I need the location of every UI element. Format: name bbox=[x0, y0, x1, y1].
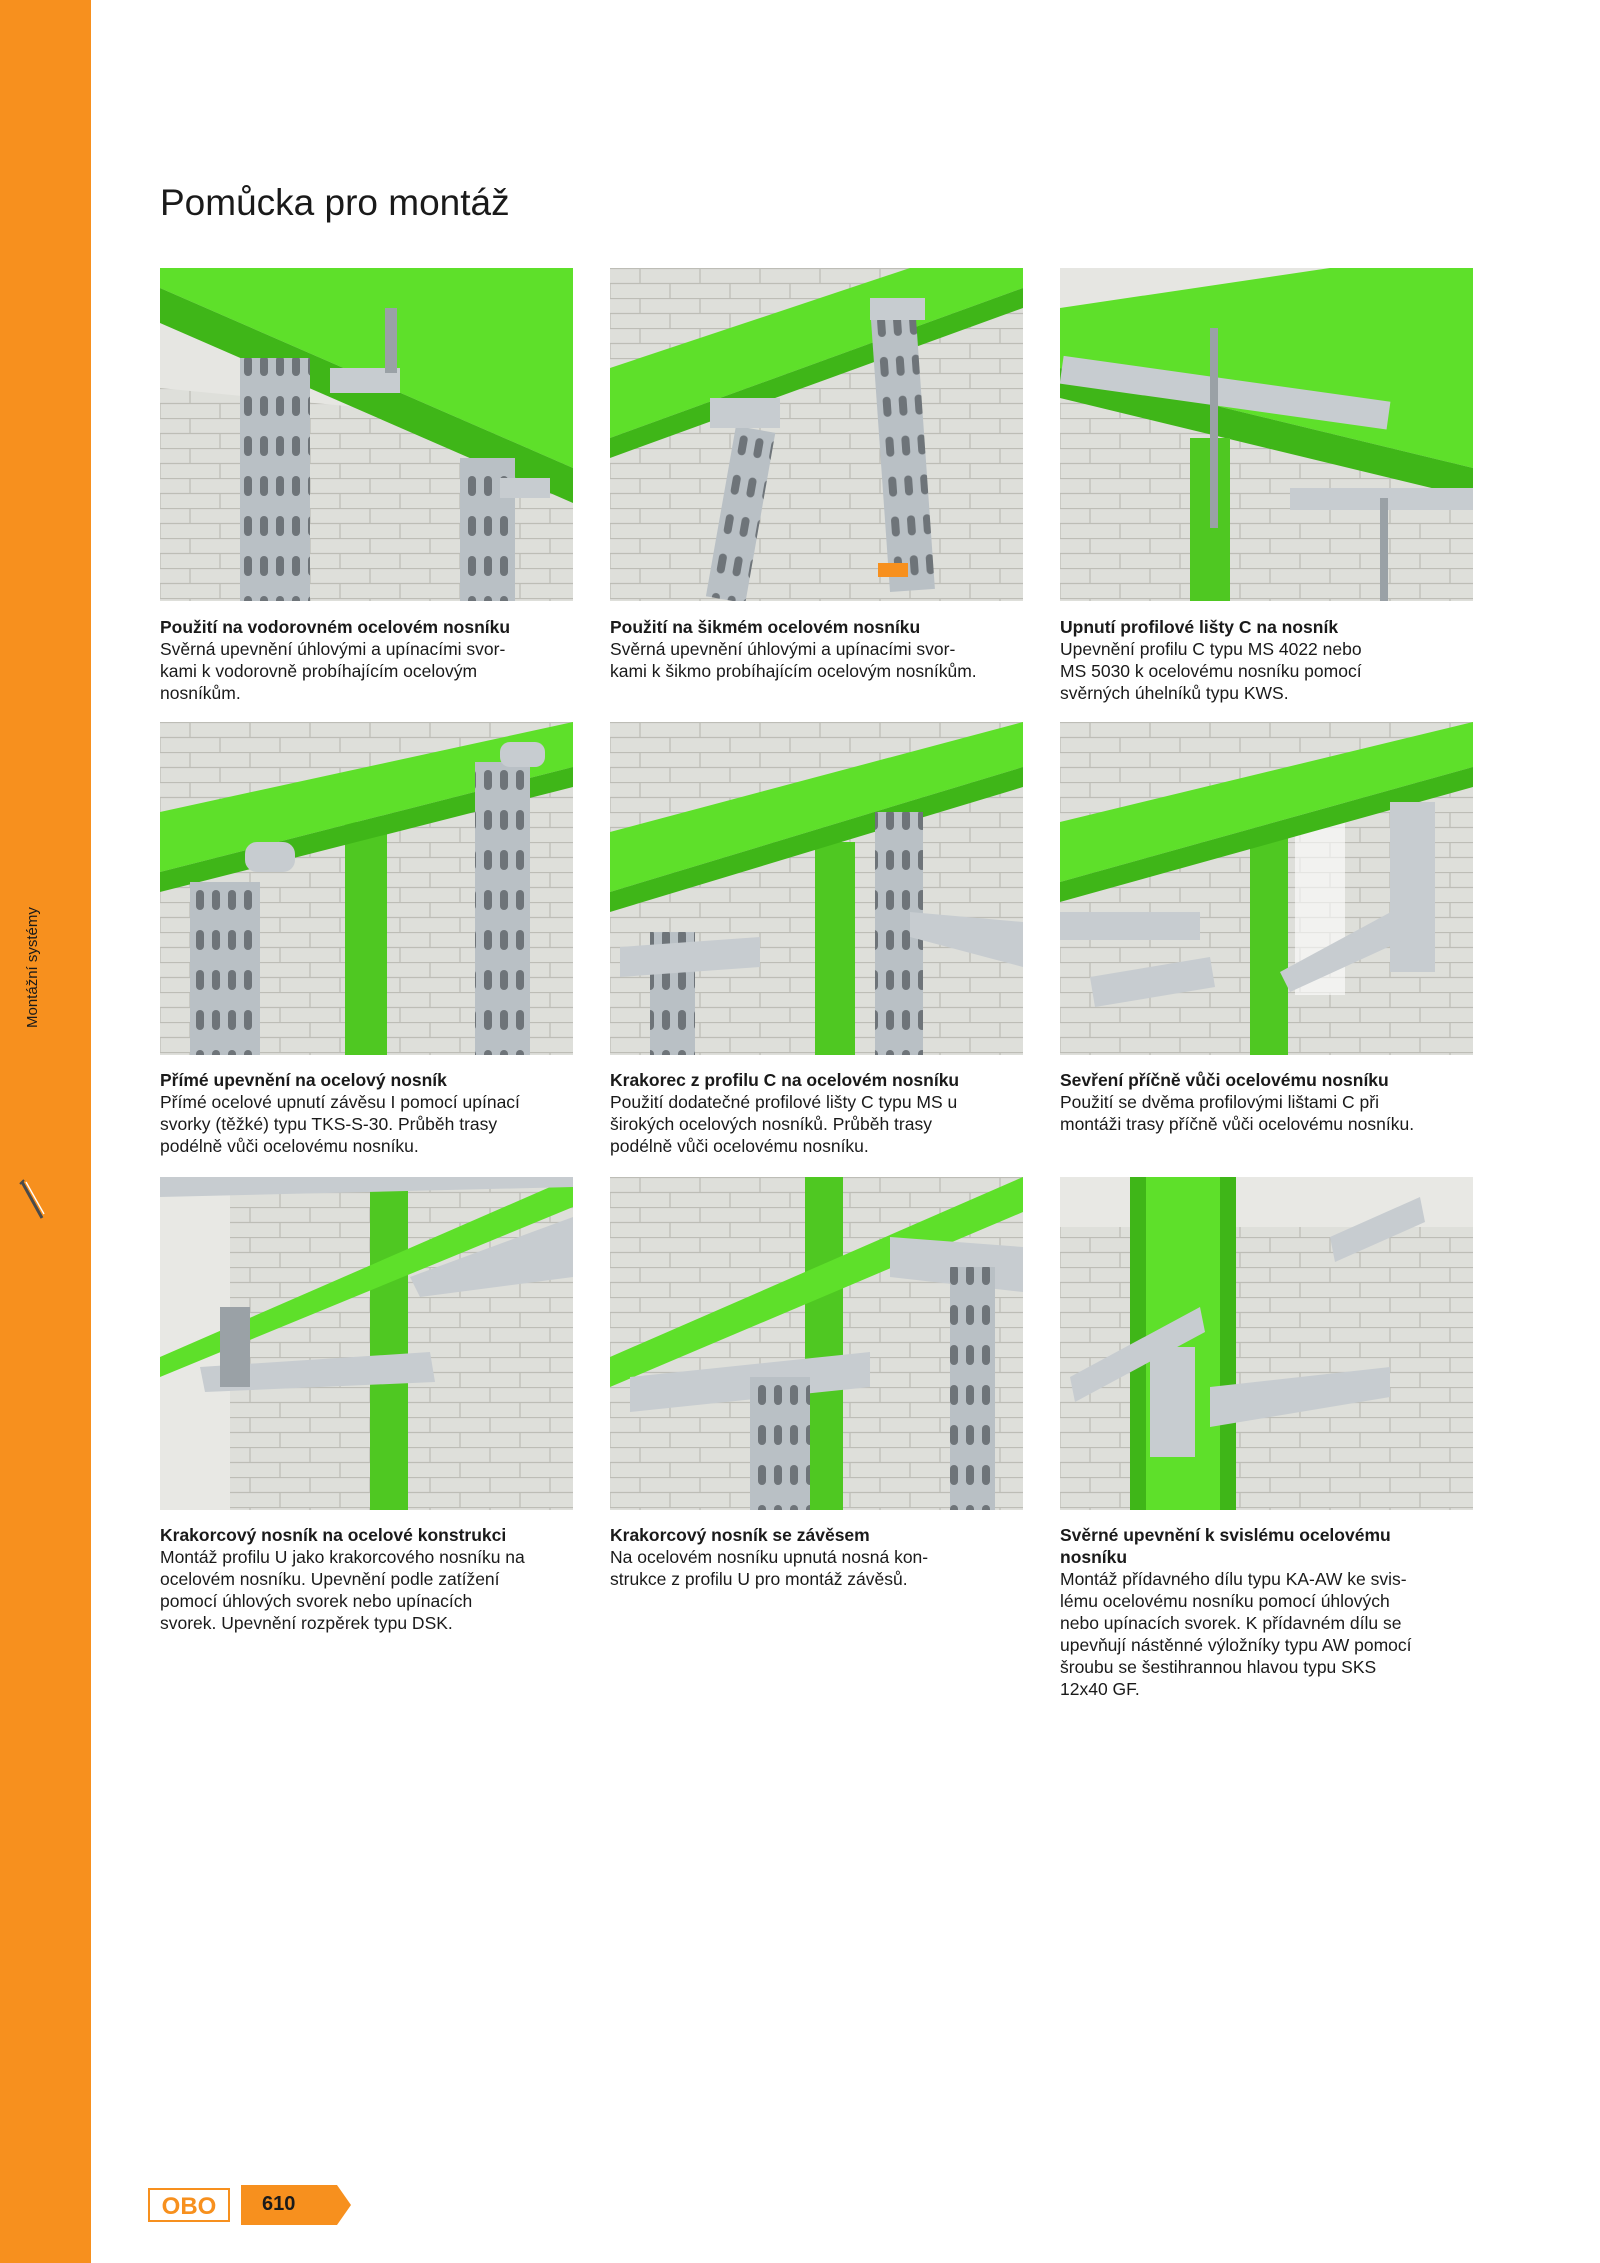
page-number-tab bbox=[241, 2185, 351, 2225]
caption-line: kami k vodorovně probíhajícím ocelovým bbox=[160, 661, 478, 681]
caption-line: širokých ocelových nosníků. Průběh trasy bbox=[610, 1114, 932, 1134]
caption-line: podélně vůči ocelovému nosníku. bbox=[160, 1136, 419, 1156]
figure-2 bbox=[610, 268, 1023, 601]
caption-2 bbox=[610, 616, 1030, 682]
caption-8 bbox=[610, 1524, 1030, 1590]
caption-heading: Krakorcový nosník na ocelové konstrukci bbox=[160, 1525, 507, 1545]
caption-line: 12x40 GF. bbox=[1060, 1679, 1140, 1699]
caption-heading: Sevření příčně vůči ocelovému nosníku bbox=[1060, 1070, 1389, 1090]
caption-line: pomocí úhlových svorek nebo upínacích bbox=[160, 1591, 473, 1611]
caption-6 bbox=[1060, 1069, 1480, 1135]
figure-1 bbox=[160, 268, 573, 601]
caption-line: svorek. Upevnění rozpěrek typu DSK. bbox=[160, 1613, 453, 1633]
caption-line: upevňují nástěnné výložníky typu AW pomocí bbox=[1060, 1635, 1412, 1655]
caption-line: strukce z profilu U pro montáž závěsů. bbox=[610, 1569, 908, 1589]
caption-5 bbox=[610, 1069, 1030, 1157]
caption-line: šroubu se šestihrannou hlavou typu SKS bbox=[1060, 1657, 1377, 1677]
figure-8 bbox=[610, 1177, 1023, 1510]
caption-line: podélně vůči ocelovému nosníku. bbox=[610, 1136, 869, 1156]
figure-9 bbox=[1060, 1177, 1473, 1510]
obo-logo bbox=[148, 2188, 230, 2222]
caption-7 bbox=[160, 1524, 580, 1634]
caption-heading: Krakorcový nosník se závěsem bbox=[610, 1525, 870, 1545]
caption-heading: Krakorec z profilu C na ocelovém nosníku bbox=[610, 1070, 960, 1090]
caption-line: Použití dodatečné profilové lišty C typu MS u bbox=[610, 1092, 958, 1112]
caption-line: ocelovém nosníku. Upevnění podle zatížení bbox=[160, 1569, 500, 1589]
caption-line: montáži trasy příčně vůči ocelovému nosníku. bbox=[1060, 1114, 1415, 1134]
section-label: Montážní systémy bbox=[24, 907, 41, 1028]
caption-heading: Použití na vodorovném ocelovém nosníku bbox=[160, 617, 511, 637]
svg-text:OBO: OBO bbox=[161, 2193, 217, 2220]
figure-4 bbox=[160, 722, 573, 1055]
figure-7 bbox=[160, 1177, 573, 1510]
caption-line: Svěrná upevnění úhlovými a upínacími svor- bbox=[160, 639, 506, 659]
caption-line: Montáž přídavného dílu typu KA-AW ke svis- bbox=[1060, 1569, 1407, 1589]
page-title: Pomůcka pro montáž bbox=[160, 182, 510, 223]
caption-heading: Upnutí profilové lišty C na nosník bbox=[1060, 617, 1339, 637]
caption-line: nebo upínacích svorek. K přídavném dílu se bbox=[1060, 1613, 1402, 1633]
figure-5 bbox=[610, 722, 1023, 1055]
caption-line: svěrných úhelníků typu KWS. bbox=[1060, 683, 1289, 703]
caption-line: kami k šikmo probíhajícím ocelovým nosníkům. bbox=[610, 661, 977, 681]
figure-3 bbox=[1060, 268, 1473, 601]
orange-sidebar bbox=[0, 0, 91, 2263]
caption-line: Na ocelovém nosníku upnutá nosná kon- bbox=[610, 1547, 929, 1567]
caption-heading: Použití na šikmém ocelovém nosníku bbox=[610, 617, 921, 637]
caption-line: Montáž profilu U jako krakorcového nosníku na bbox=[160, 1547, 525, 1567]
caption-heading: Přímé upevnění na ocelový nosník bbox=[160, 1070, 447, 1090]
caption-line: svorky (těžké) typu TKS-S-30. Průběh trasy bbox=[160, 1114, 498, 1134]
caption-line: Přímé ocelové upnutí závěsu I pomocí upínací bbox=[160, 1092, 520, 1112]
wrench-icon bbox=[18, 1178, 48, 1224]
caption-line: nosníkům. bbox=[160, 683, 241, 703]
caption-line: MS 5030 k ocelovému nosníku pomocí bbox=[1060, 661, 1362, 681]
page-number: 610 bbox=[262, 2193, 296, 2215]
caption-line: lému ocelovému nosníku pomocí úhlových bbox=[1060, 1591, 1390, 1611]
caption-9 bbox=[1060, 1524, 1440, 1700]
caption-line: Použití se dvěma profilovými lištami C při bbox=[1060, 1092, 1379, 1112]
caption-3 bbox=[1060, 616, 1480, 704]
figure-6 bbox=[1060, 722, 1473, 1055]
caption-line: Svěrná upevnění úhlovými a upínacími svor- bbox=[610, 639, 956, 659]
caption-4 bbox=[160, 1069, 580, 1157]
caption-heading: Svěrné upevnění k svislému ocelovému nosníku bbox=[1060, 1525, 1391, 1567]
caption-1 bbox=[160, 616, 580, 704]
caption-line: Upevnění profilu C typu MS 4022 nebo bbox=[1060, 639, 1362, 659]
